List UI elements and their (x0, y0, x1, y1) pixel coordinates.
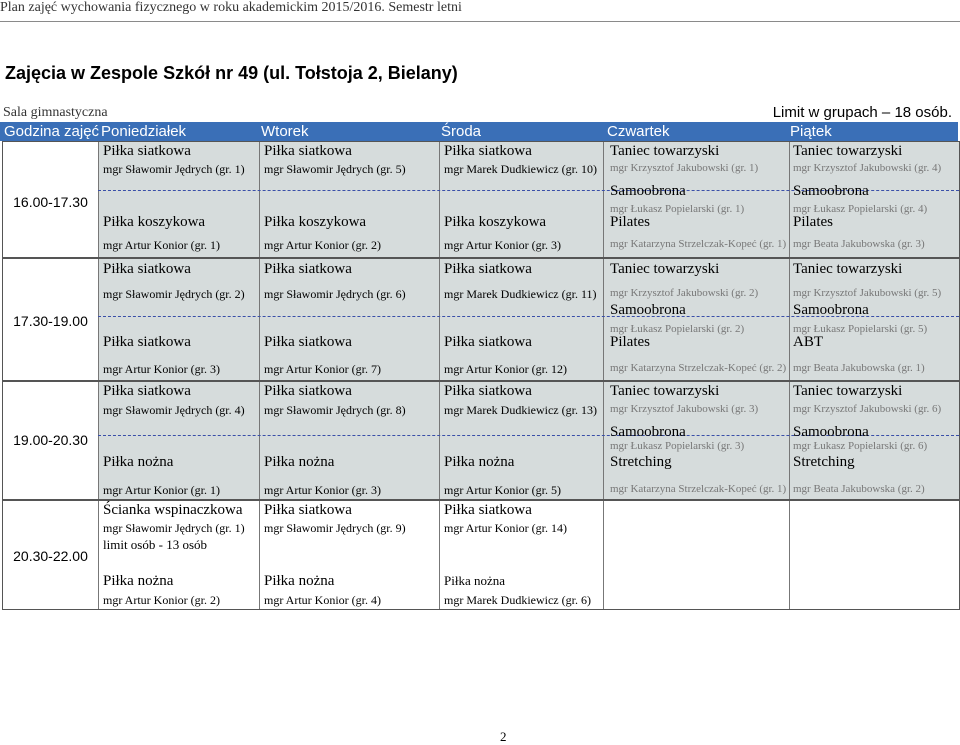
activity-name: Taniec towarzyski (793, 383, 903, 399)
teacher-name: mgr Krzysztof Jakubowski (gr. 1) (610, 162, 759, 174)
activity-name: Stretching (793, 454, 855, 470)
teacher-name: mgr Sławomir Jędrych (gr. 2) (103, 287, 245, 301)
activity-name: Samoobrona (793, 424, 869, 440)
activity-name: Taniec towarzyski (610, 383, 720, 399)
activity-name: Piłka siatkowa (264, 261, 352, 277)
timeslot-block (2, 141, 960, 258)
column-divider (259, 142, 260, 257)
column-divider (603, 382, 604, 499)
activity-name: Pilates (610, 214, 650, 230)
col-header-wednesday: Środa (441, 123, 482, 140)
teacher-name: mgr Artur Konior (gr. 2) (264, 238, 381, 252)
teacher-name: mgr Beata Jakubowska (gr. 1) (793, 362, 925, 374)
activity-name: Samoobrona (610, 302, 686, 318)
slot-time: 20.30-22.00 (13, 548, 88, 564)
activity-name: Taniec towarzyski (610, 261, 720, 277)
column-divider (439, 259, 440, 380)
activity-name: Taniec towarzyski (793, 143, 903, 159)
teacher-name: mgr Sławomir Jędrych (gr. 8) (264, 403, 406, 417)
activity-name: Piłka siatkowa (103, 261, 191, 277)
column-divider (789, 142, 790, 257)
column-divider (439, 382, 440, 499)
activity-name: Piłka siatkowa (264, 383, 352, 399)
document-header: Plan zajęć wychowania fizycznego w roku akademickim 2015/2016. Semestr letni (0, 0, 462, 15)
room-label: Sala gimnastyczna (3, 105, 108, 120)
teacher-name: mgr Beata Jakubowska (gr. 2) (793, 483, 925, 495)
activity-name: Samoobrona (793, 302, 869, 318)
teacher-name: mgr Krzysztof Jakubowski (gr. 3) (610, 403, 759, 415)
activity-name: Piłka koszykowa (444, 214, 547, 230)
teacher-name: mgr Artur Konior (gr. 3) (103, 362, 220, 376)
col-header-tuesday: Wtorek (261, 123, 309, 140)
column-divider (259, 501, 260, 609)
column-divider (98, 142, 99, 257)
teacher-name: mgr Łukasz Popielarski (gr. 5) (793, 323, 928, 335)
activity-name: Samoobrona (610, 424, 686, 440)
teacher-name: mgr Łukasz Popielarski (gr. 2) (610, 323, 745, 335)
activity-name: Piłka siatkowa (103, 143, 191, 159)
activity-name: ABT (793, 334, 823, 350)
teacher-name: mgr Łukasz Popielarski (gr. 3) (610, 440, 745, 452)
activity-name: Taniec towarzyski (793, 261, 903, 277)
activity-name: Piłka koszykowa (264, 214, 367, 230)
column-divider (259, 382, 260, 499)
teacher-name: mgr Sławomir Jędrych (gr. 1) (103, 162, 245, 176)
activity-name: Piłka siatkowa (103, 334, 191, 350)
activity-name: Piłka siatkowa (264, 502, 352, 518)
column-divider (439, 142, 440, 257)
group-limit-note: limit osób - 13 osób (103, 537, 208, 552)
activity-name: Stretching (610, 454, 672, 470)
timeslot-block (2, 258, 960, 381)
teacher-name: mgr Artur Konior (gr. 3) (444, 238, 561, 252)
column-divider (603, 259, 604, 380)
column-divider (98, 382, 99, 499)
col-header-friday: Piątek (790, 123, 832, 140)
teacher-name: mgr Artur Konior (gr. 1) (103, 238, 220, 252)
activity-name: Piłka siatkowa (264, 143, 352, 159)
teacher-name: mgr Katarzyna Strzelczak-Kopeć (gr. 1) (610, 483, 787, 495)
activity-name: Piłka nożna (264, 573, 335, 589)
activity-name: Piłka nożna (103, 573, 174, 589)
activity-name: Ścianka wspinaczkowa (103, 502, 243, 518)
timeslot-block (2, 500, 960, 610)
activity-name: Piłka nożna (264, 454, 335, 470)
activity-name: Pilates (610, 334, 650, 350)
teacher-name: mgr Krzysztof Jakubowski (gr. 6) (793, 403, 942, 415)
group-limit: Limit w grupach – 18 osób. (772, 104, 952, 121)
teacher-name: mgr Krzysztof Jakubowski (gr. 4) (793, 162, 942, 174)
column-divider (259, 259, 260, 380)
teacher-name: mgr Artur Konior (gr. 2) (103, 593, 220, 607)
column-divider (98, 501, 99, 609)
slot-time: 19.00-20.30 (13, 432, 88, 448)
teacher-name: mgr Sławomir Jędrych (gr. 5) (264, 162, 406, 176)
teacher-name: mgr Sławomir Jędrych (gr. 4) (103, 403, 245, 417)
teacher-name: mgr Artur Konior (gr. 4) (264, 593, 381, 607)
teacher-name: mgr Krzysztof Jakubowski (gr. 5) (793, 287, 942, 299)
teacher-name: mgr Łukasz Popielarski (gr. 6) (793, 440, 928, 452)
activity-name: Samoobrona (793, 183, 869, 199)
teacher-name: mgr Sławomir Jędrych (gr. 9) (264, 521, 406, 535)
column-divider (603, 501, 604, 609)
column-divider (789, 259, 790, 380)
header-rule (0, 21, 960, 22)
teacher-name: mgr Artur Konior (gr. 5) (444, 483, 561, 497)
col-header-monday: Poniedziałek (101, 123, 187, 140)
column-divider (98, 259, 99, 380)
teacher-name: mgr Artur Konior (gr. 3) (264, 483, 381, 497)
teacher-name: mgr Łukasz Popielarski (gr. 1) (610, 203, 745, 215)
table-header (0, 122, 958, 141)
activity-name: Piłka nożna (103, 454, 174, 470)
teacher-name: mgr Sławomir Jędrych (gr. 1) (103, 521, 245, 535)
activity-name: Piłka siatkowa (103, 383, 191, 399)
teacher-name: mgr Sławomir Jędrych (gr. 6) (264, 287, 406, 301)
column-divider (603, 142, 604, 257)
teacher-name: mgr Artur Konior (gr. 14) (444, 521, 567, 535)
activity-name: Piłka nożna (444, 454, 515, 470)
activity-name: Taniec towarzyski (610, 143, 720, 159)
timeslot-block (2, 381, 960, 500)
activity-name: Pilates (793, 214, 833, 230)
column-divider (439, 501, 440, 609)
teacher-name: mgr Katarzyna Strzelczak-Kopeć (gr. 2) (610, 362, 787, 374)
teacher-name: mgr Marek Dudkiewicz (gr. 6) (444, 593, 591, 607)
teacher-name: mgr Artur Konior (gr. 1) (103, 483, 220, 497)
activity-name: Piłka siatkowa (264, 334, 352, 350)
activity-name: Piłka siatkowa (444, 502, 532, 518)
activity-name: Piłka siatkowa (444, 334, 532, 350)
teacher-name: mgr Katarzyna Strzelczak-Kopeć (gr. 1) (610, 238, 787, 250)
activity-name: Samoobrona (610, 183, 686, 199)
teacher-name: mgr Marek Dudkiewicz (gr. 13) (444, 403, 597, 417)
teacher-name: mgr Krzysztof Jakubowski (gr. 2) (610, 287, 759, 299)
slot-time: 16.00-17.30 (13, 194, 88, 210)
activity-name: Piłka koszykowa (103, 214, 206, 230)
activity-name: Piłka siatkowa (444, 261, 532, 277)
teacher-name: mgr Beata Jakubowska (gr. 3) (793, 238, 925, 250)
column-divider (789, 382, 790, 499)
teacher-name: mgr Łukasz Popielarski (gr. 4) (793, 203, 928, 215)
activity-name: Piłka siatkowa (444, 143, 532, 159)
activity-name: Piłka nożna (444, 573, 506, 588)
teacher-name: mgr Marek Dudkiewicz (gr. 11) (444, 287, 597, 301)
page-number: 2 (500, 729, 507, 744)
teacher-name: mgr Marek Dudkiewicz (gr. 10) (444, 162, 597, 176)
slot-time: 17.30-19.00 (13, 313, 88, 329)
teacher-name: mgr Artur Konior (gr. 12) (444, 362, 567, 376)
column-divider (789, 501, 790, 609)
teacher-name: mgr Artur Konior (gr. 7) (264, 362, 381, 376)
activity-name: Piłka siatkowa (444, 383, 532, 399)
page-title: Zajęcia w Zespole Szkół nr 49 (ul. Tołstoja 2, Bielany) (5, 63, 458, 83)
col-header-thursday: Czwartek (607, 123, 670, 140)
col-header-time: Godzina zajęć (4, 123, 100, 140)
